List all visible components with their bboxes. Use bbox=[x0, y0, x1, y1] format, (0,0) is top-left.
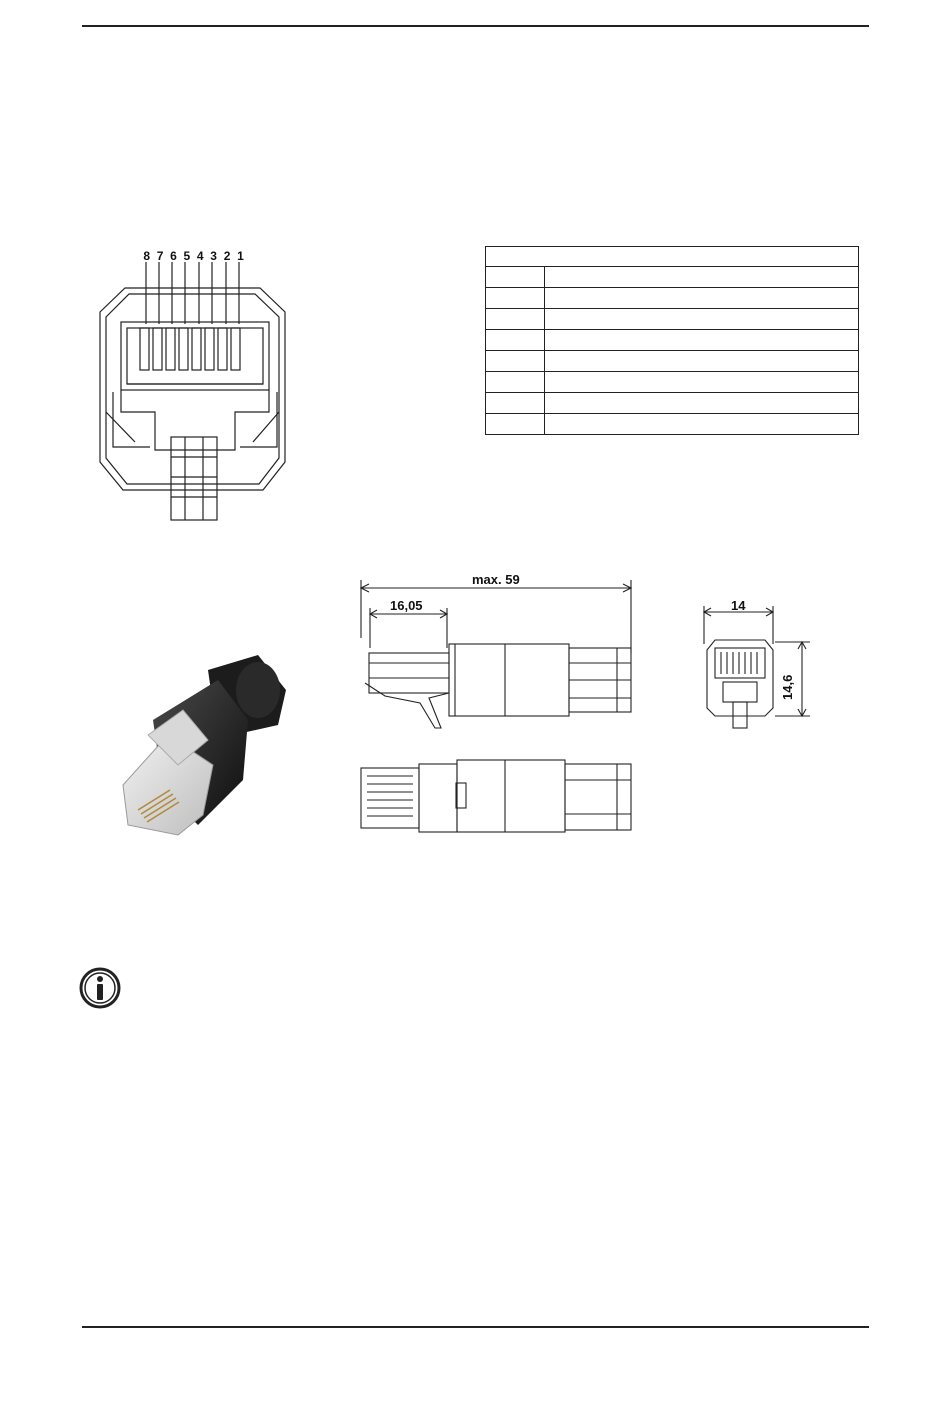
pin-cell bbox=[486, 330, 545, 351]
signal-cell bbox=[545, 351, 859, 372]
dimension-overall-length: max. 59 bbox=[472, 572, 520, 587]
table-row bbox=[486, 393, 859, 414]
table-row bbox=[486, 267, 859, 288]
signal-cell bbox=[545, 267, 859, 288]
pin-assignment-table bbox=[485, 246, 859, 435]
pin-cell bbox=[486, 351, 545, 372]
table-row bbox=[486, 414, 859, 435]
table-header-row bbox=[486, 247, 859, 267]
pin-label: 5 bbox=[183, 249, 191, 263]
pin-cell bbox=[486, 393, 545, 414]
pin-label: 6 bbox=[170, 249, 177, 263]
connector-dimension-drawing bbox=[355, 578, 825, 838]
pin-label: 2 bbox=[223, 249, 231, 263]
table-row bbox=[486, 330, 859, 351]
connector-product-photo bbox=[108, 650, 290, 842]
signal-cell bbox=[545, 288, 859, 309]
pin-label: 3 bbox=[210, 249, 217, 263]
dimension-height: 14,6 bbox=[780, 674, 795, 700]
table-header bbox=[486, 247, 859, 267]
pin-label: 1 bbox=[237, 249, 244, 263]
pin-label: 4 bbox=[196, 249, 204, 263]
table-row bbox=[486, 351, 859, 372]
signal-cell bbox=[545, 309, 859, 330]
rj45-socket-drawing bbox=[95, 262, 295, 522]
pin-cell bbox=[486, 288, 545, 309]
signal-cell bbox=[545, 393, 859, 414]
pin-number-labels bbox=[140, 249, 247, 263]
header-rule bbox=[82, 25, 869, 27]
signal-cell bbox=[545, 330, 859, 351]
table-row bbox=[486, 288, 859, 309]
dimension-plug-length: 16,05 bbox=[390, 598, 423, 613]
table-row bbox=[486, 372, 859, 393]
signal-cell bbox=[545, 372, 859, 393]
pin-cell bbox=[486, 309, 545, 330]
dimension-width: 14 bbox=[731, 598, 746, 613]
info-icon bbox=[78, 966, 122, 1010]
footer-rule bbox=[82, 1326, 869, 1328]
pin-cell bbox=[486, 267, 545, 288]
pin-label: 8 bbox=[143, 249, 151, 263]
table-row bbox=[486, 309, 859, 330]
pin-cell bbox=[486, 372, 545, 393]
pin-label: 7 bbox=[156, 249, 164, 263]
pin-cell bbox=[486, 414, 545, 435]
signal-cell bbox=[545, 414, 859, 435]
